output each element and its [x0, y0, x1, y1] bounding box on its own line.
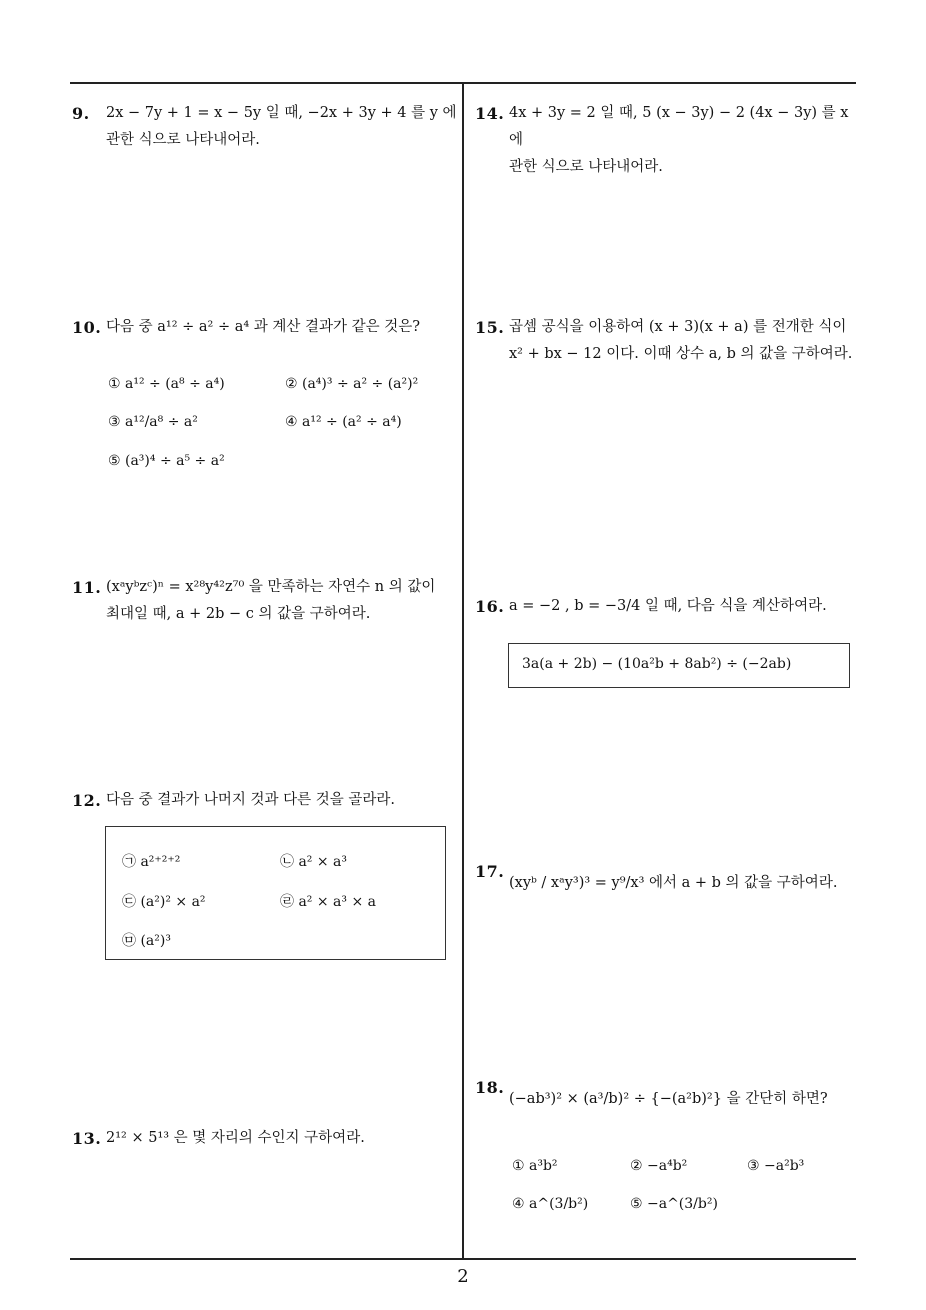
question-17	[475, 858, 860, 897]
question-number: 11.	[72, 578, 102, 597]
question-text-line1: 4x + 3y = 2 일 때, 5 (x − 3y) − 2 (4x − 3y) 를 x 에	[509, 105, 849, 148]
question-11	[72, 574, 457, 628]
question-text-line2: 최대일 때, a + 2b − c 의 값을 구하여라.	[106, 606, 371, 622]
choice-a[interactable]: ㉠ a²⁺²⁺²	[122, 854, 181, 870]
question-9	[72, 100, 457, 154]
choice-5[interactable]: ⑤ −a^(3/b²)	[630, 1196, 718, 1212]
question-number: 14.	[475, 104, 505, 123]
question-text: 2¹² × 5¹³ 은 몇 자리의 수인지 구하여라.	[106, 1130, 365, 1146]
question-text-line1: 곱셈 공식을 이용하여 (x + 3)(x + a) 를 전개한 식이	[509, 319, 847, 335]
question-text: (−ab³)² × (a³/b)² ÷ {−(a²b)²} 을 간단히 하면?	[509, 1091, 828, 1107]
question-15	[475, 314, 860, 368]
question-text-line1: 2x − 7y + 1 = x − 5y 일 때, −2x + 3y + 4 를 y 에	[106, 105, 457, 121]
question-text-line1: (xᵃyᵇzᶜ)ⁿ = x²⁸y⁴²z⁷⁰ 을 만족하는 자연수 n 의 값이	[106, 579, 436, 595]
choice-1[interactable]: ① a³b²	[512, 1158, 558, 1174]
question-text: a = −2 , b = −3/4 일 때, 다음 식을 계산하여라.	[509, 598, 827, 614]
question-number: 15.	[475, 318, 505, 337]
question-number: 10.	[72, 318, 102, 337]
question-10	[72, 314, 457, 341]
choice-4[interactable]: ④ a^(3/b²)	[512, 1196, 589, 1212]
choice-c[interactable]: ㉢ (a²)² × a²	[122, 894, 206, 910]
question-text: 다음 중 a¹² ÷ a² ÷ a⁴ 과 계산 결과가 같은 것은?	[106, 319, 421, 335]
page-number: 2	[457, 1266, 469, 1287]
question-16	[475, 593, 860, 620]
question-text: (xyᵇ / xᵃy³)³ = y⁹/x³ 에서 a + b 의 값을 구하여라.	[509, 875, 838, 891]
choice-5[interactable]: ⑤ (a³)⁴ ÷ a⁵ ÷ a²	[108, 453, 225, 469]
choice-4[interactable]: ④ a¹² ÷ (a² ÷ a⁴)	[285, 414, 402, 430]
choice-2[interactable]: ② (a⁴)³ ÷ a² ÷ (a²)²	[285, 376, 419, 392]
boxed-expression: 3a(a + 2b) − (10a²b + 8ab²) ÷ (−2ab)	[522, 656, 792, 672]
bottom-rule	[70, 1258, 856, 1260]
question-text: 다음 중 결과가 나머지 것과 다른 것을 골라라.	[106, 792, 395, 808]
choice-d[interactable]: ㉣ a² × a³ × a	[280, 894, 376, 910]
question-text-line2: 관한 식으로 나타내어라.	[106, 132, 260, 148]
choice-2[interactable]: ② −a⁴b²	[630, 1158, 688, 1174]
choice-3[interactable]: ③ a¹²/a⁸ ÷ a²	[108, 414, 198, 430]
question-14	[475, 100, 860, 181]
question-18	[475, 1074, 860, 1113]
column-divider	[462, 82, 464, 1259]
question-12	[72, 787, 457, 814]
question-number: 9.	[72, 104, 90, 123]
question-number: 18.	[475, 1078, 505, 1097]
choice-e[interactable]: ㉤ (a²)³	[122, 933, 171, 949]
choice-b[interactable]: ㉡ a² × a³	[280, 854, 347, 870]
question-number: 17.	[475, 862, 505, 881]
choice-3[interactable]: ③ −a²b³	[747, 1158, 805, 1174]
question-number: 13.	[72, 1129, 102, 1148]
question-text-line2: 관한 식으로 나타내어라.	[509, 159, 663, 175]
question-text-line2: x² + bx − 12 이다. 이때 상수 a, b 의 값을 구하여라.	[509, 346, 853, 362]
question-13	[72, 1125, 457, 1152]
choice-1[interactable]: ① a¹² ÷ (a⁸ ÷ a⁴)	[108, 376, 225, 392]
question-number: 12.	[72, 791, 102, 810]
question-number: 16.	[475, 597, 505, 616]
